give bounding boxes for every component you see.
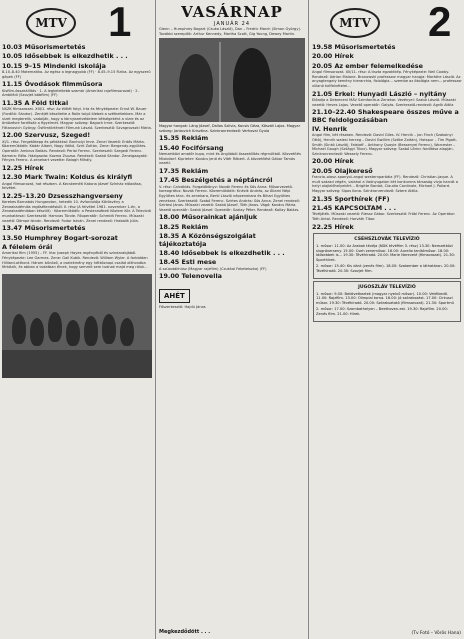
program-time: 10.15 bbox=[2, 61, 23, 70]
program-time: 21.45 bbox=[312, 203, 333, 212]
foreign-tv-line: 2. műsor: 15.40: Kis dánt (zenés film). 18.00: Szakember a láthatáron. 20.00: Tévéhíradó. 20.30: Szovjet film. bbox=[316, 264, 456, 273]
program-title bbox=[312, 109, 462, 124]
program-title bbox=[159, 135, 305, 142]
program-time: 15.35 bbox=[159, 134, 180, 143]
program-time: 12.30 bbox=[2, 173, 23, 182]
program-title bbox=[159, 273, 305, 280]
program-time: 22.25 bbox=[312, 222, 333, 231]
program-title bbox=[159, 168, 305, 175]
program-time: 13.50 bbox=[2, 233, 23, 242]
program-title bbox=[312, 126, 462, 133]
program-title bbox=[2, 244, 152, 251]
mtv-logo: MTV bbox=[330, 8, 380, 38]
day-title: VASÁRNAP bbox=[181, 3, 283, 21]
program-entry bbox=[159, 27, 305, 36]
studio-photo bbox=[2, 274, 152, 378]
program-title bbox=[312, 158, 462, 165]
program-title-text: Óvodások filmműsora bbox=[24, 80, 103, 89]
program-title bbox=[312, 196, 462, 203]
program-title bbox=[159, 224, 305, 231]
program-entry bbox=[312, 44, 462, 51]
program-time: 18.00 bbox=[159, 213, 180, 222]
film-still-photo bbox=[159, 38, 305, 122]
column-divider bbox=[308, 0, 309, 639]
program-entry bbox=[159, 250, 305, 257]
photo-caption-2: Megkezdődött . . . bbox=[159, 629, 211, 635]
day-program-list bbox=[157, 135, 307, 280]
program-time: 12.00 bbox=[2, 131, 23, 140]
program-entry bbox=[2, 225, 152, 232]
program-entry bbox=[312, 91, 462, 108]
foreign-tv-line: 1. műsor: 11.00: Az Arabak tévéja (NDK tévéfilm 3. rész) 13.30: Nemzetközi síugróverseny. 15.00: Cseh zeneműsor. 16.00: Aurelio tanítóműsor. 18.00: Idősebbek is... 19.30: Tévéhíradó. 20.00: Marie Nerevelé (filmsorozat). 21.30: Sporthírek. bbox=[316, 243, 455, 262]
program-time: 18.45 bbox=[159, 258, 180, 267]
program-description: Glenn – Humphrey Bogart (Csuka László), Dan – Fredric March (Simon György). További szereplők: Arthur Kennedy, Martha Scott, Gig Young, Dewey Martin. bbox=[159, 27, 301, 36]
program-description: Amerikai film (1955) – FF. Irta: Joseph Hayes regényéből és színdarabjából. Fényképezte: Lee Garmes. Zene: Gail Kubik. Rendező: William Wyler. A forbidden Hilliard-otthont. Három bűnöző, a cselekmény egy hétköznapi család otthonába férkőzik, és abban a tudatban élnek, hogy semmit sem tudnak majd meg róluk... bbox=[2, 251, 148, 270]
program-entry bbox=[312, 196, 462, 203]
program-entry bbox=[312, 63, 462, 89]
foreign-tv-box bbox=[313, 281, 461, 322]
program-description: Francia–olasz–spanyol–angol westernparódia (FF). Rendező: Christian-Jaque. A mult század végén, valahol a Vadnyugaton két konkurens társaság vívja harcát a helyi olajlelőhelyekért... Brigitte Bardot, Claudia Cardinale, Michael J. Pollard. Magyar szöveg: Sipos Ilona. Szinkronrendező: Sztere Attila. bbox=[312, 175, 458, 193]
ahet-editor: Főszerkesztő: Hajdú János bbox=[159, 304, 206, 309]
program-entry bbox=[159, 233, 305, 248]
program-title bbox=[312, 205, 462, 212]
program-time: 12.25–13.20 bbox=[2, 191, 46, 200]
program-title bbox=[159, 259, 305, 266]
photo-caption: Magyar hangok: Láng József, Dallos Szilvia, Kocsis Géza, Kőszáli Lajos. Magyar szöveg: Jankovich Krisztina. Szinkronrendező: Verhovai Gyula bbox=[159, 124, 301, 133]
program-title bbox=[2, 225, 152, 232]
program-time: 18.35 bbox=[159, 232, 180, 241]
program-description: Nemzetközi amatőr kupa, mint és Angliából összeállítás régmúltból. Közvetítés Mixbdiorf. Kiprieter: Kovács Jenő és Vitér Róbert. A közvetítést Gábor Tamás vezeti. bbox=[159, 152, 301, 166]
mtv1-header bbox=[0, 0, 154, 44]
program-title bbox=[159, 233, 305, 248]
day-date: JANUÁR 24 bbox=[213, 21, 251, 27]
program-description: A szúzotákhúsz (Magyar rajzfilm) (Czukkai Feketeiszka) (FF) bbox=[159, 266, 267, 271]
program-description: Előadja a Debreceni MÁV Szimfonikus Zenekar. Vezényel: Szabó László. Műszaki vezető: Heves Lajos. Vezető operatőr: Galyás. Szerkesztő-rendező: Agrót Attila bbox=[312, 98, 456, 107]
program-title-text: Mark Twain: Koldus és királyfi bbox=[24, 173, 133, 182]
program-title-text: 9–15 Mindenki iskolája bbox=[24, 61, 106, 70]
mtv-logo: MTV bbox=[26, 8, 76, 38]
photo-credit: (Tv Fotó – Vörös Hana) bbox=[411, 631, 461, 636]
program-time: 15.40 bbox=[159, 143, 180, 152]
program-title-text: Humphrey Bogart-sorozat bbox=[24, 233, 118, 242]
program-time: 20.00 bbox=[312, 52, 333, 61]
program-title-text: Hírek bbox=[334, 52, 354, 61]
program-description: XI/1. rész. Fergetökepp és példákkal: Bonholyi Imre. Zenei Vezető: Erdős Márta. Közreműködik: Kádár Albert, Nagy Ildikó, Szirt Zoltán, Zene: Bergendy-együttes. Operatőr: Ambrus Balázs. Rendező: Perlai Ferenc. Szerkesztő: Szegedi Ferenc. Kamera: Béla. Házigazda: Kozma Zsuzsa. Rendező: Szabó Sándor. Zeneigazgató: Fényes Ferenc. A zenekart vezette: Balogh Mihály. bbox=[2, 139, 148, 163]
program-title bbox=[2, 100, 152, 107]
foreign-tv-heading: JUGOSZLÁV TELEVÍZIÓ bbox=[358, 284, 416, 290]
program-entry bbox=[312, 168, 462, 194]
program-title bbox=[312, 53, 462, 60]
program-title-text: Hírek bbox=[334, 222, 354, 231]
program-description: Kerekes Barnabás Hungaroton, hetedik 10. évfordulója Kőrösvény a Zeneakadémiás regősétendésből. II. rész (A felvétel 1981. november 1-én, a Zeneakadémiában készült) · Közreműködik: a Pesterzsébeti Közlem Kör. A Televízió munkatársai: Szerkesztő: Hamvas Tünde. Főoperatőr: Schmidt Ferenc. Műszaki vezető: Dömpe István. Rendező: Fodor István. Zenei rendező: Hrabalik Júlia. bbox=[2, 200, 151, 223]
program-title-text: A félelem órái bbox=[2, 242, 53, 251]
program-entry bbox=[159, 177, 305, 212]
program-description: Angol filmsorozat, hat részben. A Kecskeméti Katona József Színház előadása, felvétel. bbox=[2, 181, 142, 191]
program-time: 17.45 bbox=[159, 176, 180, 185]
program-title-text: Idősebbek is elkezdhetik . . . bbox=[24, 52, 128, 61]
program-time: 19.00 bbox=[159, 272, 180, 281]
program-title-text: Hírek bbox=[334, 157, 354, 166]
program-title-text: Műsorainkat ajánljuk bbox=[181, 213, 258, 222]
program-description: V. rész: Calváklás. Forgatókönyv: Novák Ferenc és Sós Anna. Műsorvezető-koreográfus: Novák Ferenc. Közreműködik: Knézik András, az Állami Népi Együttes tánc- és zenekara, Berki László népzenekara és Bihari Együttes zenekara. Szerkesztő: Szabó Ferenc. Szirtes András: Sós Anna. Zenei rendező: Szirtesi János. Műszaki vezető: Szabó József, Tóth János. Vágó: Kovács Mária. Vezető operatőr: Szabó József. Operatőr: Szalay Péter. Rendező: Kollay Balázs. bbox=[159, 184, 300, 212]
program-title bbox=[2, 44, 152, 51]
film-credits bbox=[157, 27, 307, 36]
program-title-text: Beszélgetés a néptáncról bbox=[181, 176, 273, 185]
program-time: 21.10–22.40 bbox=[312, 108, 356, 117]
program-title-text: Esti mese bbox=[181, 258, 217, 267]
program-time: 10.05 bbox=[2, 52, 23, 61]
program-title-text: Reklám bbox=[181, 222, 209, 231]
program-entry bbox=[2, 165, 152, 172]
program-description: Angol filmsorozat. XII/11. rész: A tiszta egzaktkép. Fényképezte: Neil Cowby. Rendező: Adrian Malone. Bronowski professzor magyar hangja: Maráthe László. Az anyagtengely kemény hierarchia, fiziológia... szembe az ökológia nem... professzor villanó tollfelvételei... bbox=[312, 70, 462, 88]
program-entry bbox=[2, 63, 152, 80]
foreign-tv-listings bbox=[310, 233, 464, 322]
program-title-text: Műsorismertetés bbox=[334, 43, 396, 51]
program-entry bbox=[2, 132, 152, 162]
foreign-tv-line: 2. műsor: 17.00: Szombathelyen – Beethoven-est. 19.30: Rajzfilm. 20.00: Zenés film. 21.00: Hírek. bbox=[316, 307, 448, 316]
program-entry bbox=[159, 259, 305, 271]
mtv1-program-list bbox=[0, 44, 154, 270]
day-header bbox=[157, 3, 307, 27]
program-title-text: A Közönségszolgálat tájékoztatója bbox=[159, 232, 256, 248]
mtv2-program-list bbox=[310, 44, 464, 231]
program-entry bbox=[159, 273, 305, 280]
program-title-text: Az ember felemelkedése bbox=[334, 61, 423, 70]
program-entry bbox=[312, 109, 462, 124]
program-time: 19.58 bbox=[312, 43, 333, 51]
program-entry bbox=[2, 81, 152, 98]
program-entry bbox=[159, 168, 305, 175]
program-entry bbox=[312, 53, 462, 60]
program-title-text: A Föld titkai bbox=[24, 99, 69, 107]
program-entry bbox=[2, 235, 152, 242]
foreign-tv-box bbox=[313, 233, 461, 279]
program-description: Angol film, két részben. Rendező: David Giles. IV. Henrik – Jon Finch (Szakolnyi Ottó), Henrik walesi herceg – David Gwillim (Szőke Zoltán), Hotspur – Tim Pigott-Smith (Sinkó László), Falstaff – Anthony Quayle (Bessenyei Ferenc), Worcester – Michael Gough (Szilágyi Tibor). Magyar szöveg: Szabó Lőrinc fordítása alapján. Szinkronrendező: Wessely Ferenc. bbox=[312, 133, 458, 156]
channel-number: 2 bbox=[428, 0, 452, 45]
program-title-text: Telenovella bbox=[181, 272, 222, 281]
foreign-tv-heading: CSEHSZLOVÁK TELEVÍZIÓ bbox=[354, 236, 420, 242]
program-title-text: Műsorismertetés bbox=[24, 224, 86, 233]
program-entry bbox=[159, 224, 305, 231]
program-title-text: Dzsesszhangverseny bbox=[47, 191, 123, 200]
program-entry bbox=[159, 135, 305, 142]
program-title bbox=[2, 193, 152, 200]
program-title bbox=[2, 63, 152, 70]
program-entry bbox=[2, 100, 152, 130]
program-title bbox=[312, 168, 462, 175]
program-time: 13.47 bbox=[2, 224, 23, 233]
program-entry bbox=[2, 244, 152, 270]
program-time: 12.25 bbox=[2, 163, 23, 172]
program-title bbox=[159, 145, 305, 152]
program-title-text: Idősebbek is elkezdhetik . . . bbox=[181, 248, 285, 257]
program-time: 20.05 bbox=[312, 166, 333, 175]
program-entry bbox=[312, 158, 462, 165]
program-title-text: Műsorismertetés bbox=[24, 43, 86, 51]
mtv1-column bbox=[0, 0, 154, 639]
program-title bbox=[2, 132, 152, 139]
program-title-text: Hírek bbox=[24, 163, 44, 172]
program-title-text: Erkel: Hunyadi László – nyitány bbox=[334, 89, 447, 98]
program-title bbox=[159, 177, 305, 184]
mtv2-header bbox=[310, 0, 464, 44]
program-title bbox=[312, 63, 462, 70]
program-title bbox=[2, 81, 152, 88]
program-title-text: Olajkereső bbox=[334, 166, 373, 175]
program-title bbox=[159, 214, 305, 221]
program-entry bbox=[2, 174, 152, 191]
mtv2-column bbox=[310, 0, 464, 639]
program-title bbox=[312, 91, 462, 98]
program-description: Kisfilm-összeállítás · 1. A legkelettebb szamár (Amerikai rajzfilmsorozat) · 2. Ambilédi (Szovjet bábfilm) (FF) bbox=[2, 88, 139, 98]
program-time: 21.35 bbox=[312, 194, 333, 203]
program-title bbox=[2, 53, 152, 60]
program-entry bbox=[2, 53, 152, 60]
program-time: 11.35 bbox=[2, 99, 23, 107]
program-time: 11.15 bbox=[2, 80, 23, 89]
program-description: Tévéjáték. Műszaki vezető: Riessz Gábor. Szerkesztő: Fröbl Ferenc. Az Operátor: Tóth Antal. Rendező: Horváth Tibor. bbox=[312, 212, 456, 221]
program-title-text: Shakespeare összes műve a BBC feldolgozásában bbox=[312, 108, 459, 124]
channel-number: 1 bbox=[108, 0, 132, 45]
foreign-tv-line: 1. műsor: 9.00: Bekövetkeztek (magyar nyelvű műsor). 10.00: Vetélkedő. 11.00: Rajzfilm. 13.00: Olimpiai torna. 16.00: Jó szórakozást. 17.00: Cirkuszi műsor. 19.30: Tévéhíradó. 20.00: Szórakoztató (filmsorozat). 21.30: Sportmű bbox=[316, 291, 454, 305]
program-time: 18.25 bbox=[159, 222, 180, 231]
day-column bbox=[157, 0, 307, 639]
program-title-text: Reklám bbox=[181, 166, 209, 175]
program-entry bbox=[2, 193, 152, 223]
program-time: 18.40 bbox=[159, 248, 180, 257]
program-entry bbox=[159, 145, 305, 166]
program-title bbox=[2, 165, 152, 172]
program-title-text: KAPCSOLTAM . . . bbox=[334, 203, 397, 212]
program-time: 21.05 bbox=[312, 89, 333, 98]
program-description: 8.10–8.40 Matematika. Az egész a legnagyobb (FF) · 8.45–9.15 Fizika. Az egyszerű gépek (FF) bbox=[2, 70, 151, 79]
program-title-text: IV. Henrik bbox=[312, 125, 347, 133]
program-entry bbox=[312, 205, 462, 222]
program-title bbox=[2, 174, 152, 181]
program-title bbox=[159, 250, 305, 257]
program-time: 20.05 bbox=[312, 61, 333, 70]
program-entry bbox=[2, 44, 152, 51]
program-title bbox=[312, 44, 462, 51]
program-title-text: Focifórsang bbox=[181, 143, 224, 152]
program-title-text: Sporthírek (FF) bbox=[334, 194, 390, 203]
program-description: NSZK filmsorozat. XIII/1. rész: Az élőlét fotyi. Irta és fényképezte: Ernst W. Bauer (Fordító: Sándor). Zenéjét készítette a Rolle tolyó ölebek a szétkeltekben. Már a vizet megterelik, vadolják, hogy a környezetvédelem kétségeként a vízre és az öntözésre fordítsák a figyelmet. Magyar szöveg: Bagoch Imre. Szerkesztő: Fittanovich György. Ősfilmtörténeti Főmunk László. Szerkesztő: Szvagrovszki Mária. bbox=[2, 107, 152, 130]
program-title-text: Szervusz, Szeged! bbox=[24, 131, 91, 140]
program-entry bbox=[312, 224, 462, 231]
program-entry bbox=[312, 126, 462, 156]
ahet-logo: AHÉT bbox=[159, 289, 190, 303]
program-title bbox=[312, 224, 462, 231]
program-time: 20.00 bbox=[312, 157, 333, 166]
program-title-text: Reklám bbox=[181, 134, 209, 143]
program-entry bbox=[159, 214, 305, 221]
column-divider bbox=[155, 0, 156, 639]
program-time: 17.35 bbox=[159, 166, 180, 175]
program-time: 10.03 bbox=[2, 43, 23, 51]
program-title bbox=[2, 235, 152, 242]
